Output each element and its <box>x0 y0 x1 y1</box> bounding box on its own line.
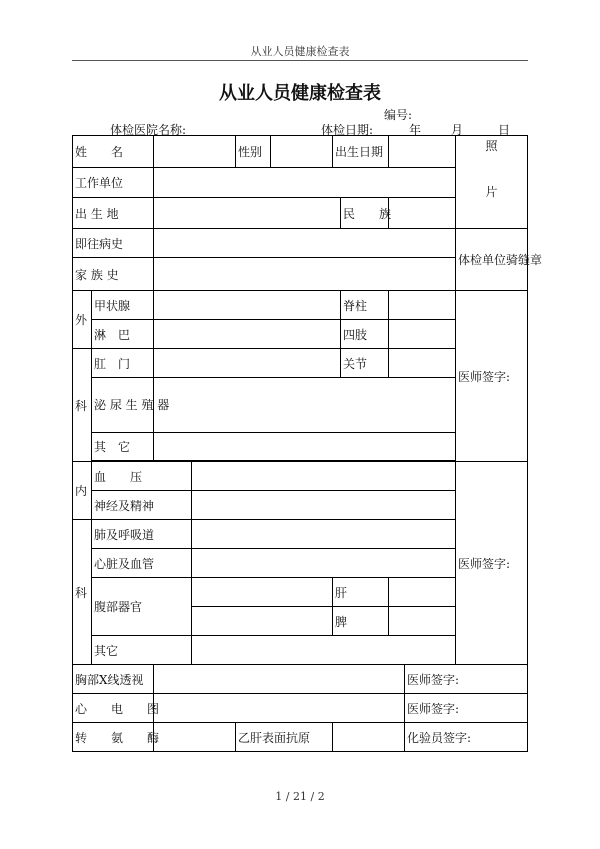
liver-field[interactable] <box>389 578 456 607</box>
urogenital-label: 泌 尿 生 殖 器 <box>92 378 154 433</box>
xray-doctor-sign: 医师签字: <box>405 665 528 694</box>
transaminase-field[interactable] <box>154 723 236 752</box>
hbsag-label: 乙肝表面抗原 <box>236 723 333 752</box>
surgery-other-field[interactable] <box>154 433 456 461</box>
ecg-field[interactable] <box>154 694 405 723</box>
spine-label: 脊柱 <box>341 291 389 320</box>
photo-char-2: 片 <box>485 185 498 199</box>
family-history-field[interactable] <box>154 258 456 291</box>
exam-date-label: 体检日期: <box>321 123 374 137</box>
gender-label: 性别 <box>236 136 271 168</box>
seal-label: 体检单位骑缝章 <box>458 253 543 267</box>
hospital-label: 体检医院名称: <box>110 123 187 137</box>
lungs-label: 肺及呼吸道 <box>92 520 192 549</box>
birth-date-label: 出生日期 <box>333 136 389 168</box>
lymph-field[interactable] <box>154 320 341 349</box>
birthplace-label: 出 生 地 <box>73 198 154 229</box>
bp-label: 血 压 <box>92 462 192 491</box>
limbs-label: 四肢 <box>341 320 389 349</box>
page-footer: 1 / 21 / 2 <box>275 790 325 803</box>
internal-section-bottom: 科 <box>73 520 92 665</box>
internal-doctor-sign: 医师签字: <box>456 462 528 665</box>
surgery-section-bottom: 科 <box>73 349 92 462</box>
header-divider <box>72 60 528 61</box>
abdomen-field-1[interactable] <box>192 578 333 607</box>
page-header: 从业人员健康检查表 <box>250 45 350 58</box>
limbs-field[interactable] <box>389 320 456 349</box>
abdomen-label: 腹部器官 <box>92 578 192 636</box>
date-year: 年 <box>409 123 422 137</box>
joints-label: 关节 <box>341 349 389 378</box>
date-day: 日 <box>498 123 511 137</box>
birth-date-field[interactable] <box>389 136 456 168</box>
gender-field[interactable] <box>271 136 333 168</box>
liver-label: 肝 <box>333 578 389 607</box>
date-month: 月 <box>451 123 464 137</box>
internal-other-label: 其它 <box>92 636 192 665</box>
xray-label: 胸部X线透视 <box>73 665 154 694</box>
lymph-label: 淋 巴 <box>92 320 154 349</box>
surgery-doctor-sign: 医师签字: <box>456 291 528 462</box>
bp-field[interactable] <box>192 462 456 491</box>
work-unit-field[interactable] <box>154 167 456 198</box>
spine-field[interactable] <box>389 291 456 320</box>
page-title: 从业人员健康检查表 <box>219 83 381 104</box>
surgery-section-top: 外 <box>73 291 92 349</box>
anus-label: 肛 门 <box>92 349 154 378</box>
family-history-label: 家 族 史 <box>73 258 154 291</box>
lab-sign: 化验员签字: <box>405 723 528 752</box>
ethnicity-field[interactable] <box>389 198 456 229</box>
heart-field[interactable] <box>192 549 456 578</box>
birthplace-field[interactable] <box>154 198 341 229</box>
spleen-field[interactable] <box>389 607 456 636</box>
heart-label: 心脏及血管 <box>92 549 192 578</box>
work-unit-label: 工作单位 <box>73 167 154 198</box>
internal-section-top: 内 <box>73 462 92 520</box>
past-history-field[interactable] <box>154 229 456 258</box>
photo-box <box>456 136 528 229</box>
name-label: 姓 名 <box>73 136 154 168</box>
name-field[interactable] <box>154 136 236 168</box>
ecg-doctor-sign: 医师签字: <box>405 694 528 723</box>
ecg-label: 心 电 图 <box>73 694 154 723</box>
health-check-form <box>72 135 543 752</box>
serial-label: 编号: <box>384 108 413 122</box>
abdomen-field-2[interactable] <box>192 607 333 636</box>
nervous-label: 神经及精神 <box>92 491 192 520</box>
xray-field[interactable] <box>154 665 405 694</box>
nervous-field[interactable] <box>192 491 456 520</box>
ethnicity-label: 民 族 <box>341 198 389 229</box>
anus-field[interactable] <box>154 349 341 378</box>
seal-cell <box>456 229 543 291</box>
internal-other-field[interactable] <box>192 636 456 665</box>
spleen-label: 脾 <box>333 607 389 636</box>
urogenital-field[interactable] <box>154 378 456 433</box>
joints-field[interactable] <box>389 349 456 378</box>
thyroid-field[interactable] <box>154 291 341 320</box>
surgery-other-label: 其 它 <box>92 433 154 461</box>
past-history-label: 即往病史 <box>73 229 154 258</box>
thyroid-label: 甲状腺 <box>92 291 154 320</box>
lungs-field[interactable] <box>192 520 456 549</box>
transaminase-label: 转 氨 酶 <box>73 723 154 752</box>
photo-char-1: 照 <box>485 139 498 153</box>
hbsag-field[interactable] <box>333 723 405 752</box>
